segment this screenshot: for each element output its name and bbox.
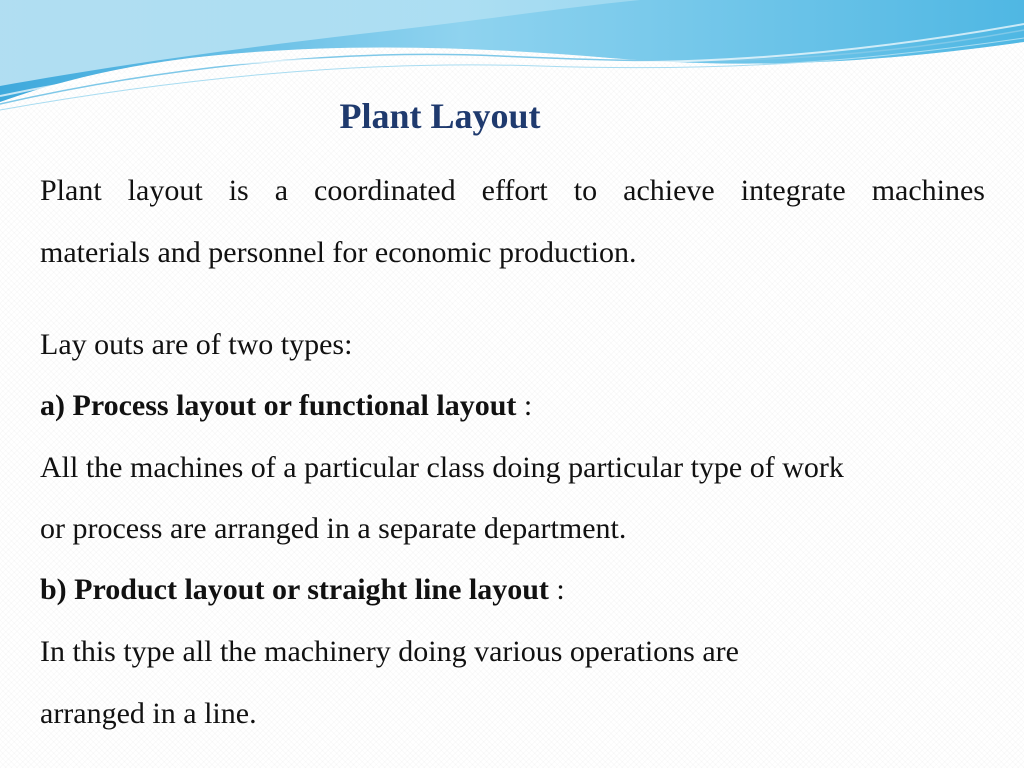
type-b-desc-line-2: arranged in a line.: [40, 697, 257, 730]
type-b-heading-line: [40, 570, 985, 610]
type-b-desc-line-1: In this type all the machinery doing various operations are: [40, 635, 739, 668]
type-b-heading: b) Product layout or straight line layout: [40, 573, 549, 606]
type-a-heading-line: [40, 386, 985, 426]
type-a-desc-line-1: All the machines of a particular class doing particular type of work: [40, 451, 844, 484]
type-a-colon: :: [516, 389, 533, 422]
definition-line-2: materials and personnel for economic production.: [40, 236, 637, 269]
type-b-colon: :: [548, 573, 565, 606]
page-title: Plant Layout: [339, 96, 541, 136]
type-a-heading: a) Process layout or functional layout: [40, 389, 517, 422]
type-a-desc-line-2: or process are arranged in a separate department.: [40, 512, 627, 545]
types-intro: Lay outs are of two types:: [40, 328, 353, 361]
definition-line-1: Plant layout is a coordinated effort to achieve integrate machines: [40, 174, 985, 207]
